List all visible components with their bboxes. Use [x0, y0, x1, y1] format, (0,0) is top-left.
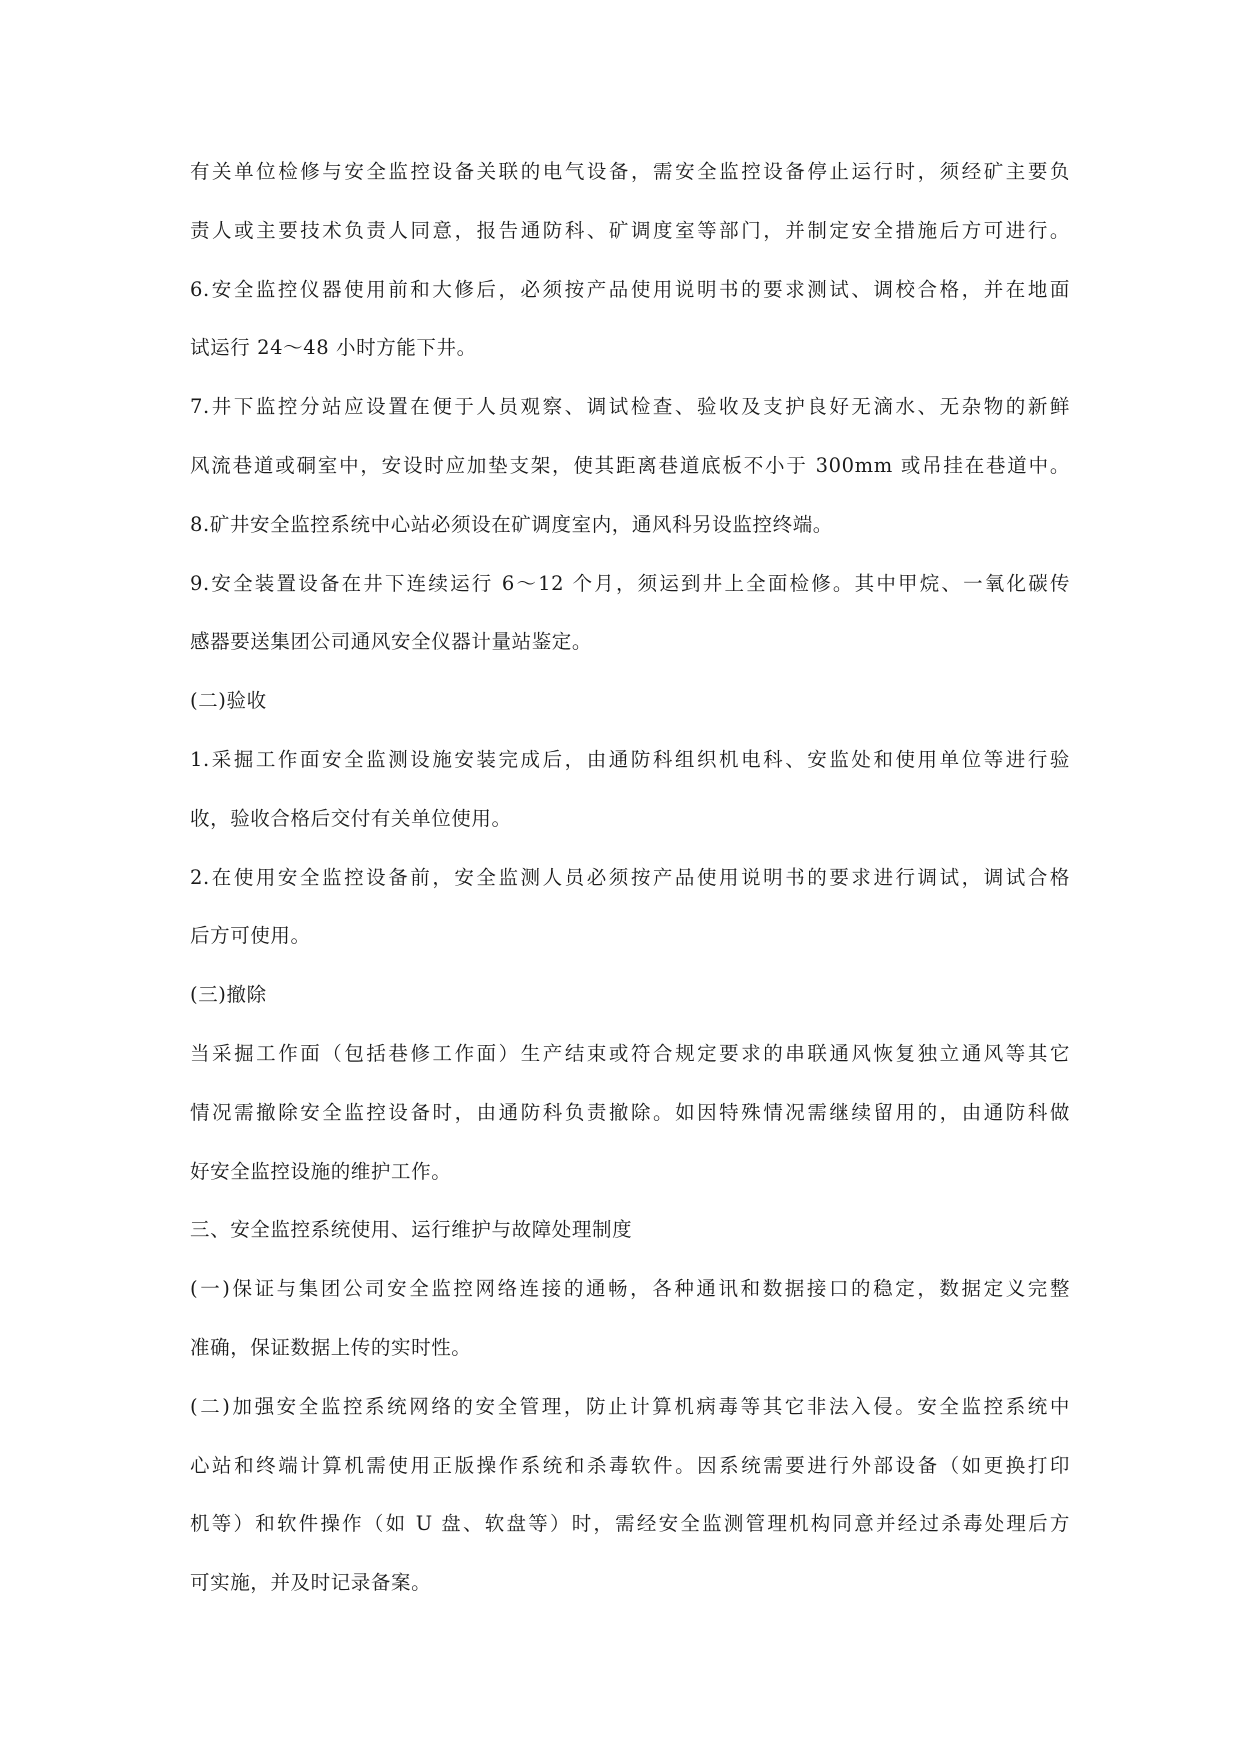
text-line: 1.采掘工作面安全监测设施安装完成后，由通防科组织机电科、安监处和使用单位等进行验: [190, 747, 1070, 771]
section-heading: (三)撤除: [190, 983, 267, 1007]
section-heading: 三、安全监控系统使用、运行维护与故障处理制度: [190, 1218, 633, 1242]
text-line: (二)加强安全监控系统网络的安全管理，防止计算机病毒等其它非法入侵。安全监控系统中: [190, 1394, 1070, 1418]
text-line: 2.在使用安全监控设备前，安全监测人员必须按产品使用说明书的要求进行调试，调试合格: [190, 865, 1070, 889]
text-line: 试运行 24～48 小时方能下井。: [190, 336, 477, 360]
text-line: 准确，保证数据上传的实时性。: [190, 1335, 472, 1359]
text-line: 有关单位检修与安全监控设备关联的电气设备，需安全监控设备停止运行时，须经矿主要负: [190, 160, 1070, 183]
document-body: [190, 160, 1070, 1630]
text-line: 情况需撤除安全监控设备时，由通防科负责撤除。如因特殊情况需继续留用的，由通防科做: [190, 1100, 1070, 1124]
text-line: 7.井下监控分站应设置在便于人员观察、调试检查、验收及支护良好无滴水、无杂物的新鲜: [190, 395, 1070, 419]
text-line: 6.安全监控仪器使用前和大修后，必须按产品使用说明书的要求测试、调校合格，并在地面: [190, 277, 1070, 301]
text-line: 9.安全装置设备在井下连续运行 6～12 个月，须运到井上全面检修。其中甲烷、一氧化碳传: [190, 571, 1070, 595]
text-line: 当采掘工作面（包括巷修工作面）生产结束或符合规定要求的串联通风恢复独立通风等其它: [190, 1041, 1070, 1065]
text-line: 感器要送集团公司通风安全仪器计量站鉴定。: [190, 630, 593, 654]
section-heading: (二)验收: [190, 689, 267, 713]
text-line: 风流巷道或硐室中，安设时应加垫支架，使其距离巷道底板不小于 300mm 或吊挂在巷道中。: [190, 453, 1070, 477]
text-line: (一)保证与集团公司安全监控网络连接的通畅，各种通讯和数据接口的稳定，数据定义完整: [190, 1277, 1070, 1301]
text-line: 后方可使用。: [190, 924, 311, 948]
text-line: 机等）和软件操作（如 U 盘、软盘等）时，需经安全监测管理机构同意并经过杀毒处理后方: [190, 1512, 1070, 1536]
text-line: 心站和终端计算机需使用正版操作系统和杀毒软件。因系统需要进行外部设备（如更换打印: [190, 1453, 1070, 1477]
text-line: 8.矿井安全监控系统中心站必须设在矿调度室内，通风科另设监控终端。: [190, 512, 833, 536]
text-line: 收，验收合格后交付有关单位使用。: [190, 806, 512, 830]
text-line: 可实施，并及时记录备案。: [190, 1571, 432, 1595]
text-line: 好安全监控设施的维护工作。: [190, 1159, 452, 1183]
text-line: 责人或主要技术负责人同意，报告通防科、矿调度室等部门，并制定安全措施后方可进行。: [190, 218, 1070, 242]
